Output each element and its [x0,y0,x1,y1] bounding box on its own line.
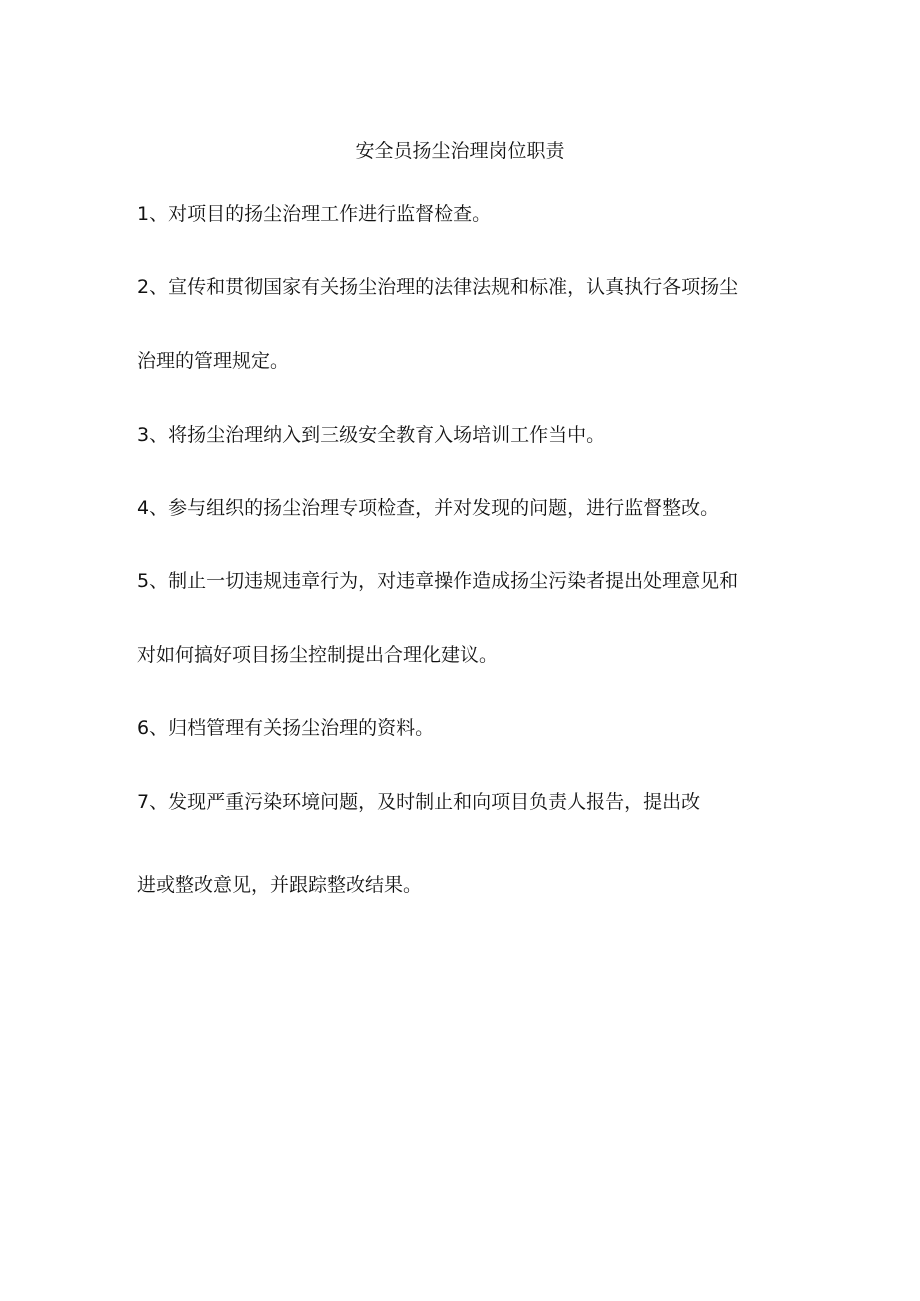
duty-item-4: 4、参与组织的扬尘治理专项检查，并对发现的问题，进行监督整改。 [137,497,720,519]
duty-item-2-line-1: 2、宣传和贯彻国家有关扬尘治理的法律法规和标准，认真执行各项扬尘 [137,276,739,298]
document-title: 安全员扬尘治理岗位职责 [355,140,565,162]
duty-item-5-line-2: 对如何搞好项目扬尘控制提出合理化建议。 [137,644,499,666]
duty-item-2-line-2: 治理的管理规定。 [137,350,290,372]
duty-item-5-line-1: 5、制止一切违规违章行为，对违章操作造成扬尘污染者提出处理意见和 [137,570,739,592]
duty-item-7-line-1: 7、发现严重污染环境问题，及时制止和向项目负责人报告，提出改 [137,791,701,813]
duty-item-1: 1、对项目的扬尘治理工作进行监督检查。 [137,203,492,225]
duty-item-3: 3、将扬尘治理纳入到三级安全教育入场培训工作当中。 [137,424,606,446]
duty-item-7-line-2: 进或整改意见，并跟踪整改结果。 [137,874,423,896]
duty-item-6: 6、归档管理有关扬尘治理的资料。 [137,717,435,739]
